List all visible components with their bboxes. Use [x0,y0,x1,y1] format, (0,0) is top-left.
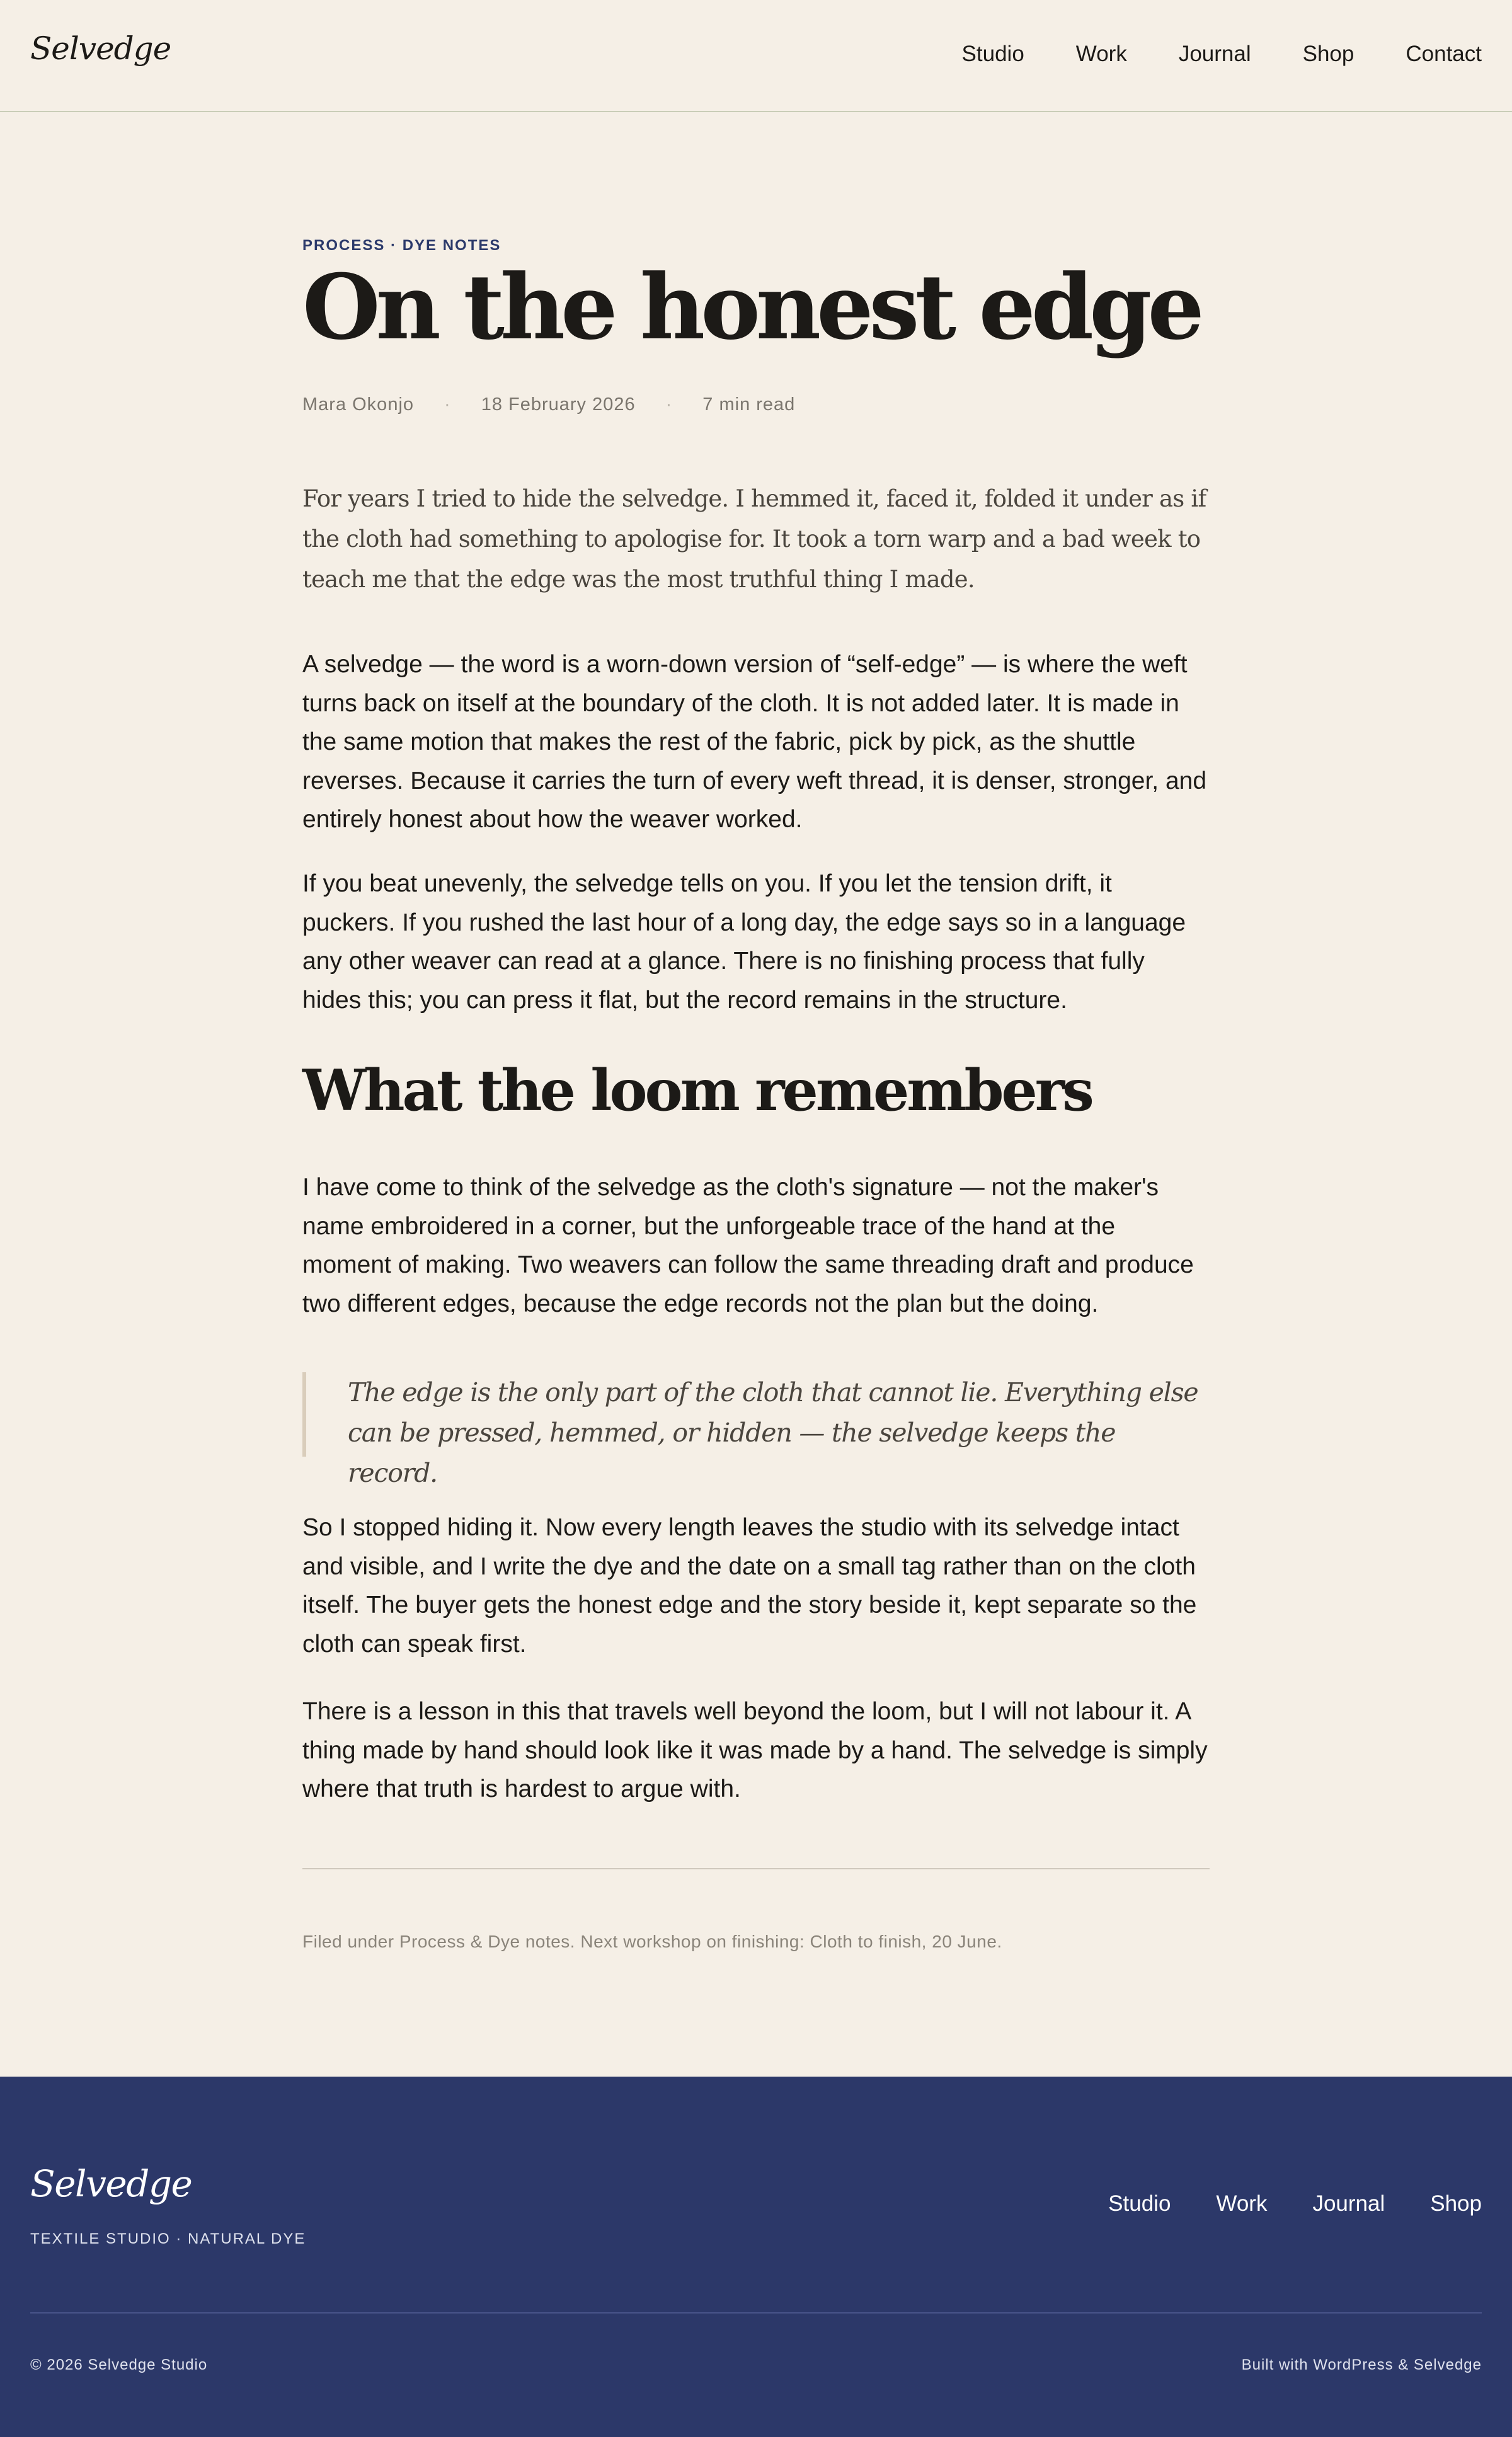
footer-divider [30,2312,1482,2314]
footer-link-journal[interactable]: Journal [1312,2191,1385,2216]
nav-link-studio[interactable]: Studio [961,42,1024,66]
footer-link-studio[interactable]: Studio [1108,2191,1171,2216]
footer-built-with[interactable]: Built with WordPress & Selvedge [1241,2356,1482,2373]
footer-logo[interactable]: Selvedge [30,2162,192,2205]
footer-nav [1108,2191,1482,2216]
article-author[interactable]: Mara Okonjo [302,394,415,415]
article-date: 18 February 2026 [481,394,636,415]
site-logo[interactable]: Selvedge [30,30,171,67]
article-read-time: 7 min read [702,394,796,415]
meta-separator: · [665,394,673,415]
article-subheading: What the loom remembers [302,1057,1092,1124]
footer-link-work[interactable]: Work [1216,2191,1268,2216]
article-meta [302,394,795,415]
site-footer [0,2077,1512,2437]
article-title: On the honest edge [302,255,1200,360]
nav-link-journal[interactable]: Journal [1178,42,1251,66]
meta-separator: · [444,394,451,415]
nav-link-contact[interactable]: Contact [1406,42,1482,66]
pull-quote-text: The edge is the only part of the cloth that cannot lie. Everything else can be pressed, hemmed, or hidden — the selvedge keeps the record. [348,1377,1198,1488]
article-divider [302,1868,1210,1869]
article-paragraph: I have come to think of the selvedge as the cloth's signature — not the maker's name embroidered in a corner, but the unforgeable trace of the hand at the moment of making. Two weavers can follow the same threading draft and produce two different edges, because the edge records not the plan but the doing. [302,1174,1194,1317]
article-paragraph: If you beat unevenly, the selvedge tells on you. If you let the tension drift, it puckers. If you rushed the last hour of a long day, the edge says so in a language any other weaver can read at a glance. There is no finishing process that fully hides this; you can press it flat, but the record remains in the structure. [302,870,1186,1014]
site-header [0,0,1512,112]
nav-link-work[interactable]: Work [1075,42,1127,66]
pull-quote [302,1372,1210,1488]
article-category[interactable]: PROCESS · DYE NOTES [302,237,501,254]
article-lede: For years I tried to hide the selvedge. I hemmed it, faced it, folded it under as if the cloth had something to apologise for. It took a torn warp and a bad week to teach me that the edge was the most truthful thing I made. [302,485,1206,593]
article-paragraph: There is a lesson in this that travels well beyond the loom, but I will not labour it. A thing made by hand should look like it was made by a hand. The selvedge is simply where that truth is hardest to argue with. [302,1698,1208,1803]
article-paragraph: A selvedge — the word is a worn-down version of “self-edge” — is where the weft turns back on itself at the boundary of the cloth. It is not added later. It is made in the same motion that makes the rest of the fabric, pick by pick, as the shuttle reverses. Because it carries the turn of every weft thread, it is denser, stronger, and entirely honest about how the weaver worked. [302,651,1207,833]
article-filed-under: Filed under Process & Dye notes. Next workshop on finishing: Cloth to finish, 20 June. [302,1932,1002,1951]
main-nav [962,42,1482,67]
footer-tagline: TEXTILE STUDIO · NATURAL DYE [30,2230,306,2247]
footer-link-shop[interactable]: Shop [1430,2191,1482,2216]
nav-link-shop[interactable]: Shop [1302,42,1354,66]
article-paragraph: So I stopped hiding it. Now every length leaves the studio with its selvedge intact and visible, and I write the dye and the date on a small tag rather than on the cloth itself. The buyer gets the honest edge and the story beside it, kept separate so the cloth can speak first. [302,1514,1197,1658]
footer-copyright: © 2026 Selvedge Studio [30,2356,208,2373]
